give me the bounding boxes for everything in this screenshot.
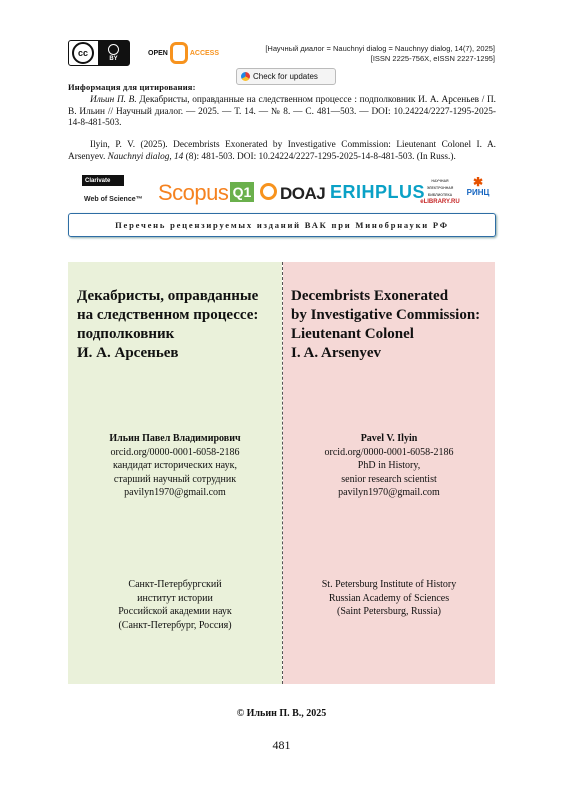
- citation-ru-authors: Ильин П. В.: [90, 95, 137, 105]
- web-of-science-logo[interactable]: Web of Science™: [84, 196, 143, 203]
- vak-list-banner[interactable]: Перечень рецензируемых изданий ВАК при Минобрнауки РФ: [68, 213, 496, 237]
- author-name-en: Pavel V. Ilyin: [360, 433, 418, 444]
- cc-by-license-logo[interactable]: [68, 40, 130, 66]
- erihplus-logo[interactable]: ERIHPLUS: [330, 182, 426, 202]
- rinc-logo[interactable]: ✱ РИНЦ: [462, 176, 494, 197]
- citation-heading: Информация для цитирования:: [68, 82, 196, 92]
- citation-en-text: Ilyin, P. V. (2025). Decembrists Exonerated by Investigative Commission: Lieutenant Colonel I. A. Arsenyev.: [68, 140, 496, 162]
- orcid-link-en[interactable]: orcid.org/0000-0001-6058-2186: [324, 446, 454, 458]
- doaj-logo[interactable]: DOAJ: [260, 183, 325, 204]
- access-label: ACCESS: [189, 49, 220, 57]
- open-lock-icon: [170, 42, 188, 64]
- doaj-ring-icon: [260, 183, 277, 200]
- degree-en: PhD in History,: [357, 460, 421, 471]
- orcid-link-ru[interactable]: orcid.org/0000-0001-6058-2186: [110, 446, 240, 458]
- open-label: OPEN: [148, 49, 168, 57]
- citation-en: [68, 140, 496, 163]
- check-updates-label: Check for updates: [253, 72, 318, 81]
- institution-en: St. Petersburg Institute of History Russian Academy of Sciences (Saint Petersburg, Russia): [321, 579, 457, 617]
- issn-line: [ISSN 2225-756X, eISSN 2227-1295]: [370, 54, 495, 63]
- journal-line: [Научный диалог = Nauchnyi dialog = Nauchnyy dialog, 14(7), 2025]: [265, 44, 495, 53]
- cc-icon: cc: [72, 42, 94, 64]
- title-ru: Декабристы, оправданные на следственном процессе: подполковник И. А. Арсеньев: [77, 288, 259, 361]
- citation-ru: [68, 95, 496, 130]
- rinc-star-icon: ✱: [472, 175, 484, 189]
- citation-en-text-2: (8): 481-503. DOI: 10.24224/2227-1295-2025-14-8-481-503. (In Russ.).: [183, 151, 456, 162]
- q1-badge: Q1: [230, 182, 254, 202]
- author-name-ru: Ильин Павел Владимирович: [109, 433, 241, 444]
- journal-header: [265, 44, 495, 64]
- elibrary-logo[interactable]: НАУЧНАЯ ЭЛЕКТРОННАЯ БИБЛИОТЕКА eLIBRARY.RU: [420, 179, 460, 205]
- title-en: Decembrists Exonerated by Investigative Commission: Lieutenant Colonel I. A. Arsenyev: [291, 288, 481, 361]
- crossmark-icon: [241, 72, 250, 81]
- scopus-logo[interactable]: Scopus: [158, 180, 229, 205]
- author-info-ru: [68, 432, 282, 500]
- copyright-notice: © Ильин П. В., 2025: [236, 708, 327, 719]
- open-access-logo: [148, 42, 219, 64]
- email-link-ru[interactable]: pavilyn1970@gmail.com: [124, 487, 226, 498]
- by-icon: BY: [98, 41, 129, 65]
- page-number: 481: [272, 738, 291, 752]
- check-for-updates-button[interactable]: [236, 68, 336, 85]
- citation-ru-text: Декабристы, оправданные на следственном процессе : подполковник И. А. Арсеньев / П. В. Ильин // Научный диалог. — 2025. — Т. 14. — № 8. — С. 481—503. — DOI: 10.24224/2227-1295-2025-14-8-481-503.: [68, 95, 496, 128]
- position-en: senior research scientist: [341, 473, 437, 485]
- email-link-en[interactable]: pavilyn1970@gmail.com: [338, 487, 440, 498]
- citation-en-journal: Nauchnyi dialog, 14: [107, 151, 184, 162]
- position-ru: старший научный сотрудник: [113, 473, 237, 485]
- clarivate-logo[interactable]: Clarivate: [82, 175, 124, 186]
- institution-ru: Санкт-Петербургский институт истории Российской академии наук (Санкт-Петербург, Россия): [118, 579, 232, 631]
- author-info-en: [283, 432, 495, 500]
- degree-ru: кандидат исторических наук,: [113, 460, 237, 471]
